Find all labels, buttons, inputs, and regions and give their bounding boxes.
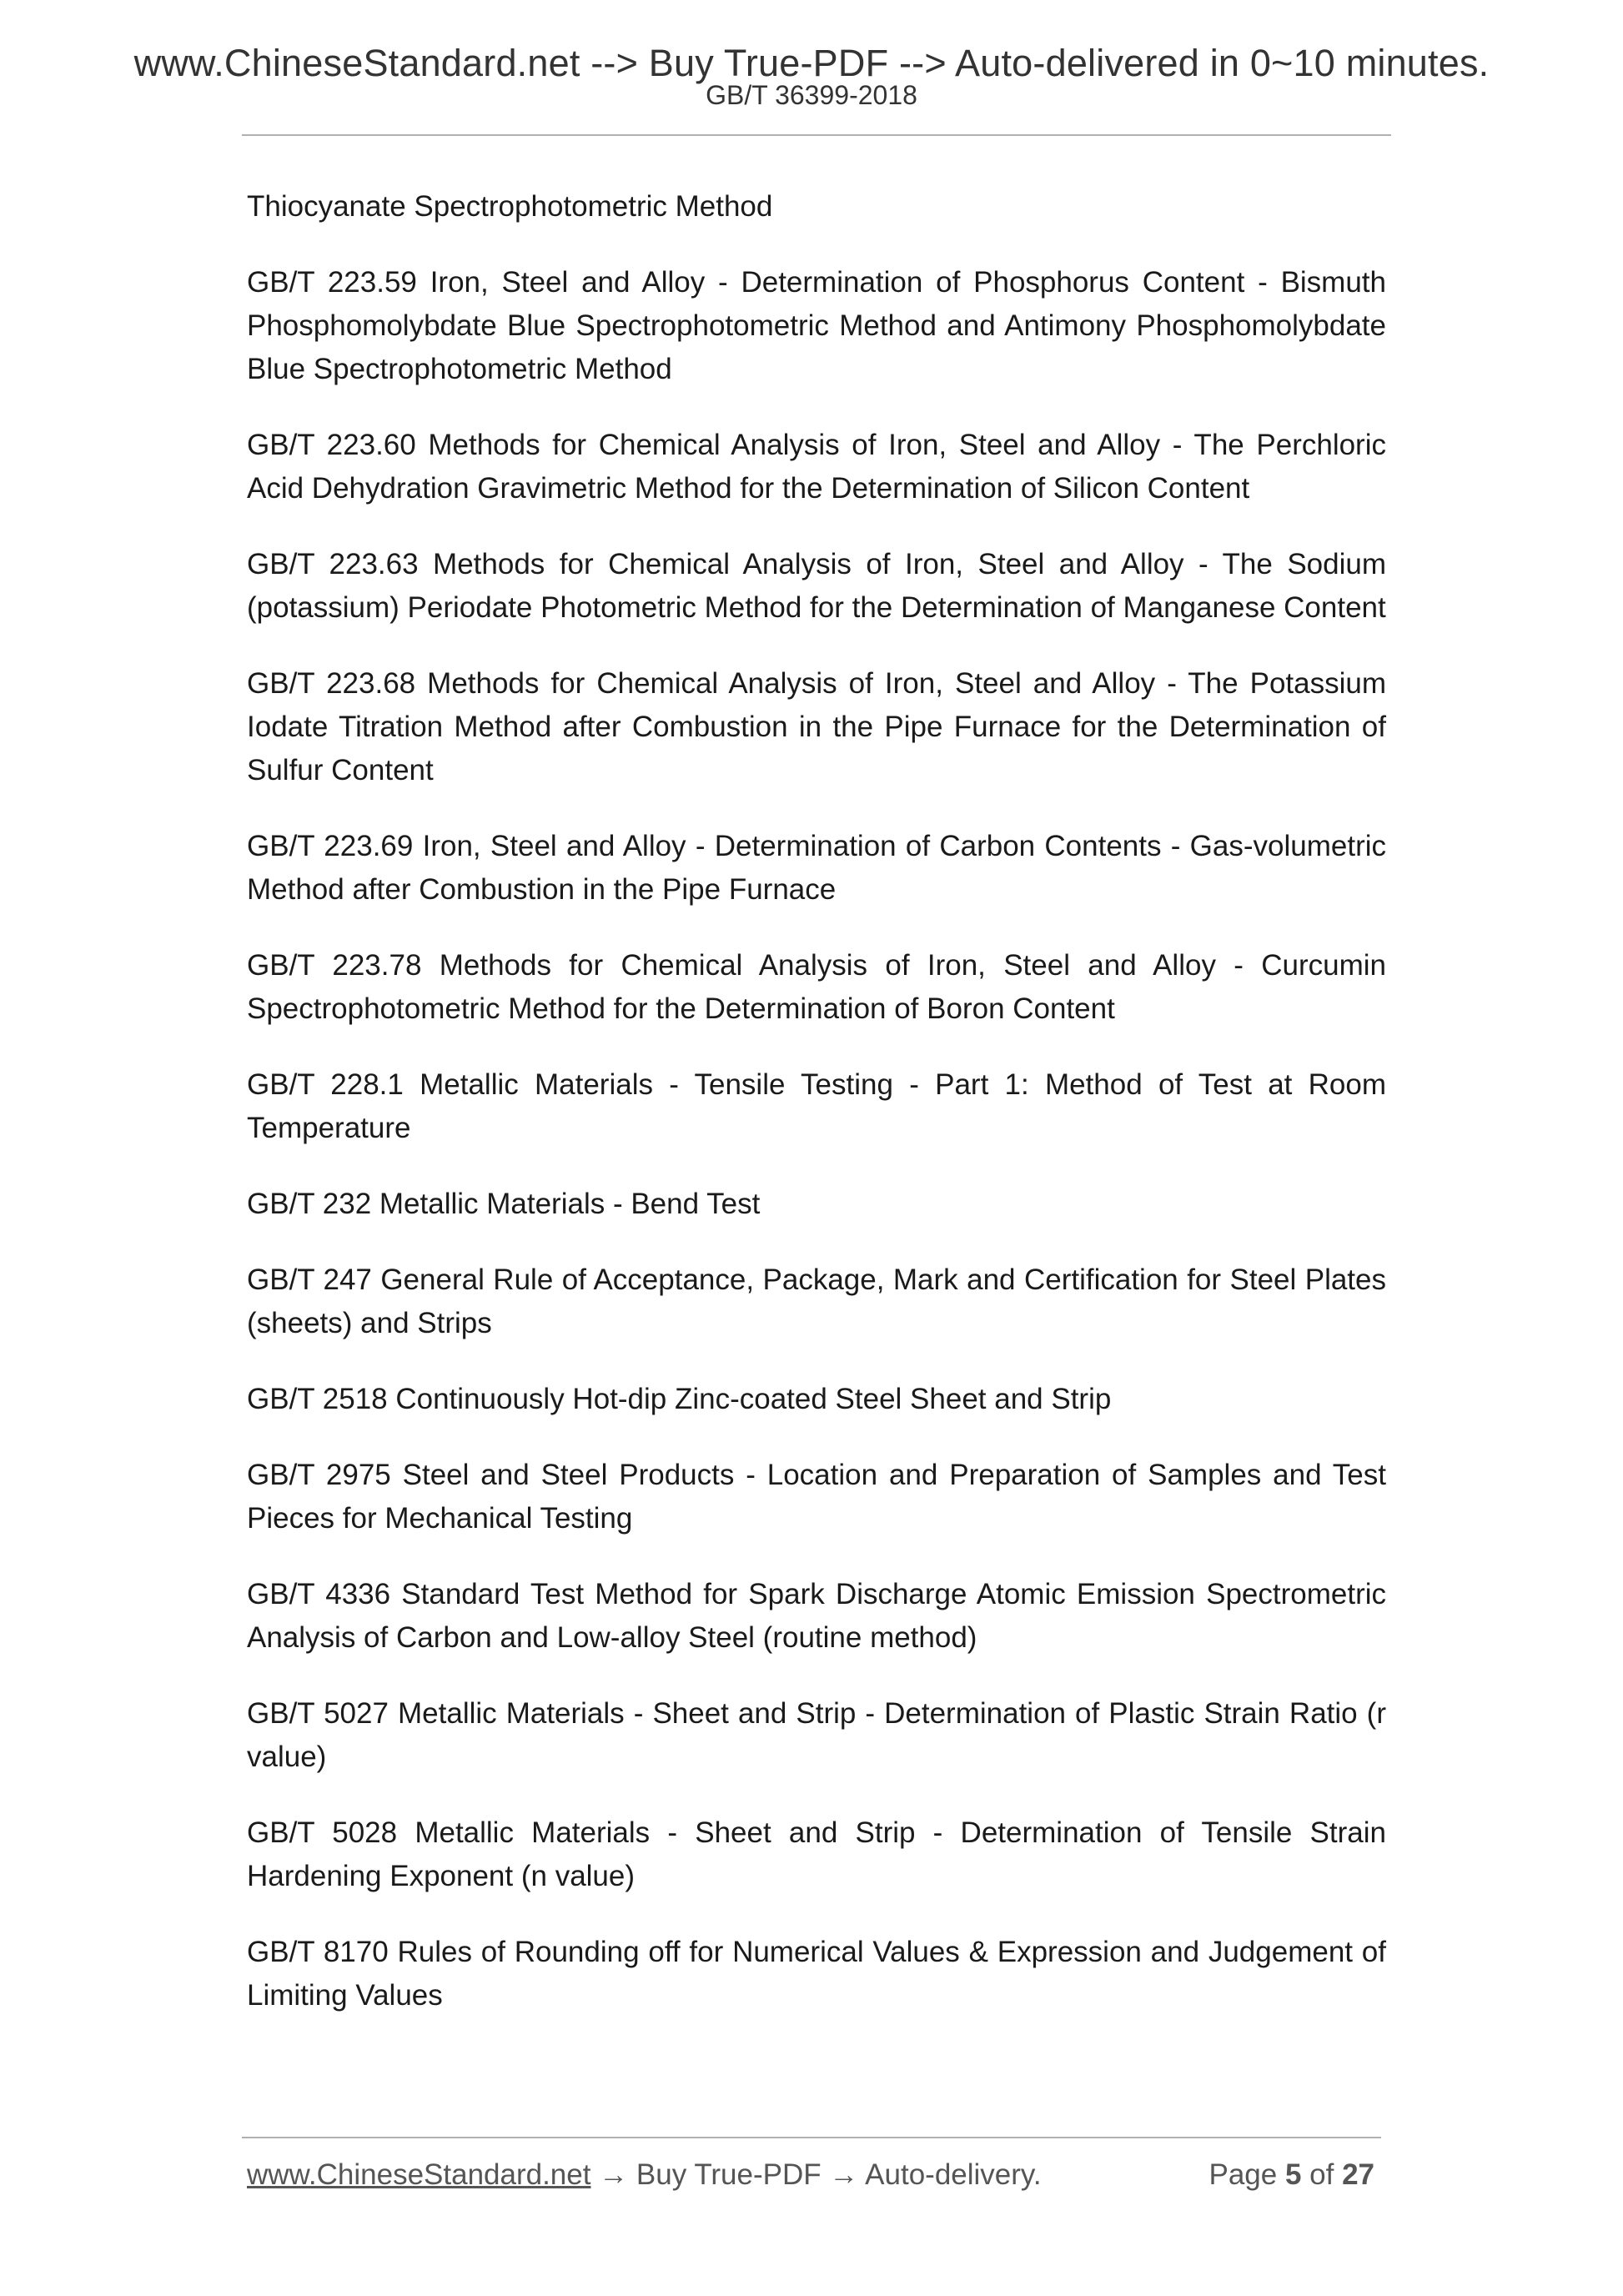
reference-entry: GB/T 247 General Rule of Acceptance, Package, Mark and Certification for Steel Plates (sheets) and Strips [247,1264,1386,1339]
reference-entry: GB/T 223.69 Iron, Steel and Alloy - Determination of Carbon Contents - Gas-volumetric Method after Combustion in the Pipe Furnace [247,830,1386,906]
reference-list [247,185,1386,2050]
reference-entry: GB/T 228.1 Metallic Materials - Tensile Testing - Part 1: Method of Test at Room Temperature [247,1068,1386,1144]
footer-site-link[interactable]: www.ChineseStandard.net [247,2158,591,2191]
reference-entry: GB/T 232 Metallic Materials - Bend Test [247,1188,761,1220]
reference-entry: GB/T 223.59 Iron, Steel and Alloy - Determination of Phosphorus Content - Bismuth Phosphomolybdate Blue Spectrophotometric Method and Antimony Phosphomolybdate Blue Spectrophotometric Method [247,266,1386,385]
footer-tagline-text: → Buy True-PDF → Auto-delivery. [590,2158,1042,2191]
footer-divider [242,2137,1381,2138]
reference-entry: GB/T 2518 Continuously Hot-dip Zinc-coated Steel Sheet and Strip [247,1383,1112,1415]
page-footer [247,2158,1381,2202]
page-label: Page [1208,2158,1285,2191]
reference-entry: GB/T 223.60 Methods for Chemical Analysis of Iron, Steel and Alloy - The Perchloric Acid Dehydration Gravimetric Method for the Determination of Silicon Content [247,429,1386,505]
reference-entry: GB/T 223.68 Methods for Chemical Analysis of Iron, Steel and Alloy - The Potassium Iodate Titration Method after Combustion in the Pipe Furnace for the Determination of Sulfur Content [247,667,1386,786]
page-number: 5 [1284,2158,1302,2191]
reference-entry: GB/T 8170 Rules of Rounding off for Numerical Values & Expression and Judgement of Limiting Values [247,1936,1386,2012]
top-banner[interactable]: www.ChineseStandard.net --> Buy True-PDF --> Auto-delivered in 0~10 minutes. [133,42,1490,84]
reference-entry: Thiocyanate Spectrophotometric Method [247,190,773,223]
standard-code: GB/T 36399-2018 [706,80,917,110]
of-label: of [1301,2158,1343,2191]
reference-entry: GB/T 223.63 Methods for Chemical Analysis of Iron, Steel and Alloy - The Sodium (potassium) Periodate Photometric Method for the Determination of Manganese Content [247,548,1386,624]
reference-entry: GB/T 4336 Standard Test Method for Spark Discharge Atomic Emission Spectrometric Analysis of Carbon and Low-alloy Steel (routine method) [247,1578,1386,1654]
reference-entry: GB/T 223.78 Methods for Chemical Analysis of Iron, Steel and Alloy - Curcumin Spectrophotometric Method for the Determination of Boron Content [247,949,1386,1025]
reference-entry: GB/T 5028 Metallic Materials - Sheet and Strip - Determination of Tensile Strain Hardening Exponent (n value) [247,1816,1386,1892]
total-pages: 27 [1342,2158,1374,2191]
reference-entry: GB/T 2975 Steel and Steel Products - Location and Preparation of Samples and Test Pieces for Mechanical Testing [247,1459,1386,1535]
page-indicator [1208,2158,1374,2192]
header-divider [242,134,1391,136]
reference-entry: GB/T 5027 Metallic Materials - Sheet and Strip - Determination of Plastic Strain Ratio (r value) [247,1697,1386,1773]
footer-tagline [247,2158,1042,2192]
